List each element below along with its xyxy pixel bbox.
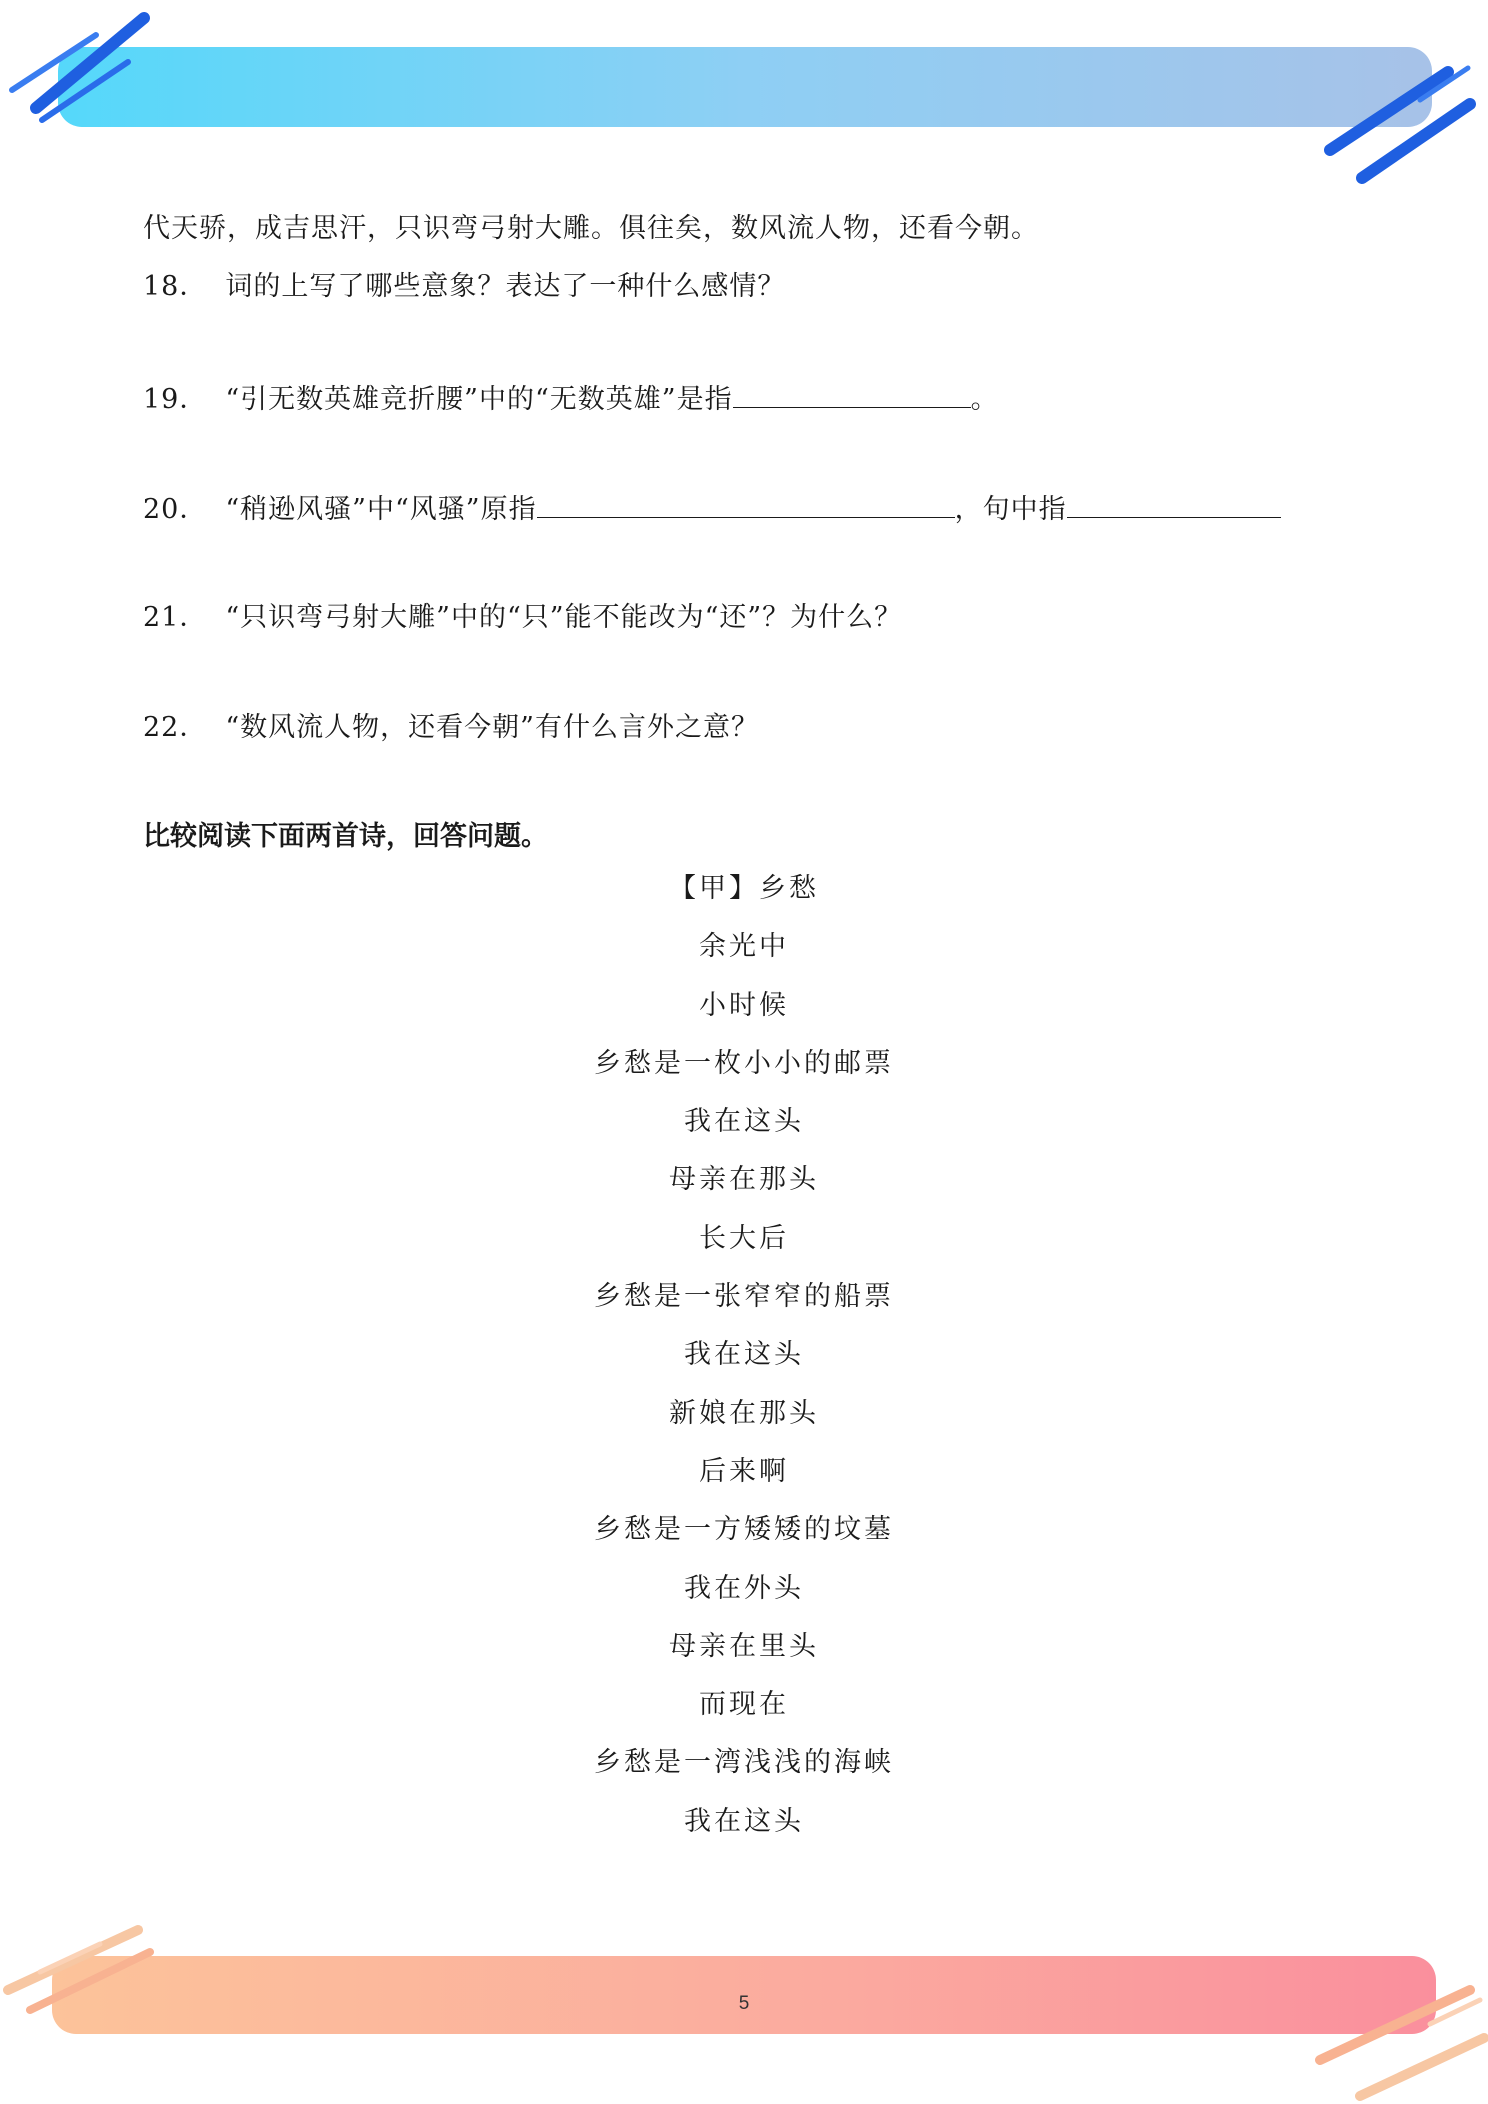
question-19 xyxy=(143,381,999,417)
footer-stripe-left-3 xyxy=(40,1944,100,1972)
poem-line: 新娘在那头 xyxy=(669,1397,819,1429)
poem-line: 小时候 xyxy=(699,989,789,1021)
question-text: “只识弯弓射大雕”中的“只”能不能改为“还”？为什么？ xyxy=(225,602,903,633)
poem-line: 乡愁是一湾浅浅的海峡 xyxy=(594,1747,894,1779)
question-number: 22． xyxy=(143,712,208,743)
question-number: 20． xyxy=(143,494,208,525)
poem-line: 乡愁是一张窄窄的船票 xyxy=(594,1281,894,1313)
answer-blank-original-meaning[interactable] xyxy=(537,491,955,518)
poem xyxy=(0,872,1488,1863)
question-20 xyxy=(143,491,1281,527)
question-text-middle: ，句中指 xyxy=(954,494,1067,525)
poem-line: 母亲在里头 xyxy=(669,1630,819,1662)
poem-line: 长大后 xyxy=(699,1222,789,1254)
question-text: 词的上写了哪些意象？表达了一种什么感情？ xyxy=(225,271,786,302)
answer-blank[interactable] xyxy=(733,381,971,408)
page-number: 5 xyxy=(738,1993,750,2014)
poem-line: 我在这头 xyxy=(684,1805,804,1837)
poem-line: 母亲在那头 xyxy=(669,1164,819,1196)
question-text-end: 。 xyxy=(970,384,999,415)
question-text: “引无数英雄竞折腰”中的“无数英雄”是指 xyxy=(225,384,733,415)
question-21 xyxy=(143,601,902,635)
poem-line: 后来啊 xyxy=(699,1455,789,1487)
question-number: 21． xyxy=(143,602,208,633)
footer-stripe-left-1 xyxy=(8,1930,138,1990)
question-18 xyxy=(143,270,785,304)
poem-line: 而现在 xyxy=(699,1689,789,1721)
poem-author: 余光中 xyxy=(699,931,789,963)
question-22 xyxy=(143,711,759,745)
question-number: 18． xyxy=(143,271,208,302)
poem-line: 乡愁是一枚小小的邮票 xyxy=(594,1047,894,1079)
poem-line: 我在外头 xyxy=(684,1572,804,1604)
footer-stripe-right-2 xyxy=(1360,2038,1484,2096)
question-number: 19． xyxy=(143,384,208,415)
intro-line: 代天骄，成吉思汗，只识弯弓射大雕。俱往矣，数风流人物，还看今朝。 xyxy=(143,213,1039,244)
poem-title: 【甲】乡愁 xyxy=(669,873,819,904)
question-text: “数风流人物，还看今朝”有什么言外之意？ xyxy=(225,712,759,743)
poem-line: 乡愁是一方矮矮的坟墓 xyxy=(594,1514,894,1546)
poem-line: 我在这头 xyxy=(684,1339,804,1371)
answer-blank-contextual-meaning[interactable] xyxy=(1067,491,1281,518)
poem-line: 我在这头 xyxy=(684,1106,804,1138)
section-heading: 比较阅读下面两首诗，回答问题。 xyxy=(143,821,548,852)
question-text: “稍逊风骚”中“风骚”原指 xyxy=(225,494,537,525)
header-stripes-decoration xyxy=(0,0,1488,200)
